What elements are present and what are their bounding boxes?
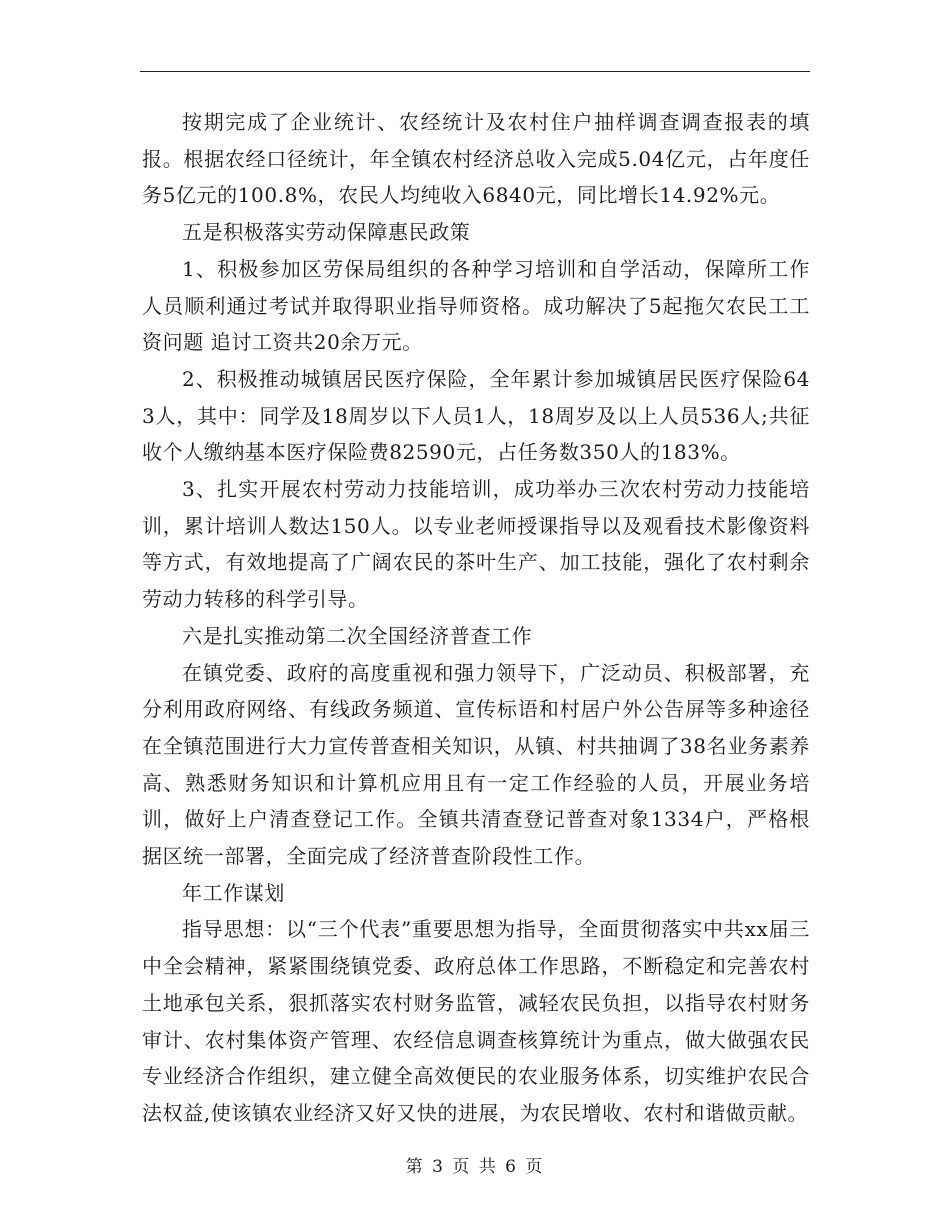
document-body [142, 104, 810, 1132]
paragraph-statistics: 按期完成了企业统计、农经统计及农村住户抽样调查调查报表的填报。根据农经口径统计，年全镇农村经济总收入完成5.04亿元，占年度任务5亿元的100.8%，农民人均纯收入6840元，同比增长14.92%元。 [142, 110, 810, 208]
paragraph-skills-training: 3、扎实开展农村劳动力技能培训，成功举办三次农村劳动力技能培训，累计培训人数达150人。以专业老师授课指导以及观看技术影像资料等方式，有效地提高了广阔农民的茶叶生产、加工技能，强化了农村剩余劳动力转移的科学引导。 [142, 477, 810, 612]
section-heading-economic-census: 六是扎实推动第二次全国经济普查工作 [182, 623, 533, 648]
paragraph-guiding-thought: 指导思想：以“三个代表”重要思想为指导，全面贯彻落实中共xx届三中全会精神，紧紧围绕镇党委、政府总体工作思路，不断稳定和完善农村土地承包关系，狠抓落实农村财务监管，减轻农民负担，以指导农村财务审计、农村集体资产管理、农经信息调查核算统计为重点，做大做强农民专业经济合作组织，建立健全高效便民的农业服务体系，切实维护农民合法权益,使该镇农业经济又好又快的进展，为农民增收、农村和谐做贡献。 [142, 917, 810, 1125]
page-number: 第 3 页 共 6 页 [405, 1157, 545, 1177]
header-rule [140, 71, 810, 72]
paragraph-medical-insurance: 2、积极推动城镇居民医疗保险，全年累计参加城镇居民医疗保险643人，其中：同学及18周岁以下人员1人，18周岁及以上人员536人;共征收个人缴纳基本医疗保险费82590元，占任务数350人的183%。 [142, 366, 810, 465]
section-heading-labor-security: 五是积极落实劳动保障惠民政策 [182, 220, 471, 245]
section-heading-work-plan: 年工作谋划 [182, 880, 285, 905]
paragraph-economic-census: 在镇党委、政府的高度重视和强力领导下，广泛动员、积极部署，充分利用政府网络、有线政务频道、宣传标语和村居户外公告屏等多种途径在全镇范围进行大力宣传普查相关知识，从镇、村共抽调了38名业务素养高、熟悉财务知识和计算机应用且有一定工作经验的人员，开展业务培训，做好上户清查登记工作。全镇共清查登记普查对象1334户，严格根据区统一部署，全面完成了经济普查阶段性工作。 [142, 660, 810, 869]
paragraph-training-wages: 1、积极参加区劳保局组织的各种学习培训和自学活动，保障所工作人员顺利通过考试并取得职业指导师资格。成功解决了5起拖欠农民工工资问题 追讨工资共20余万元。 [142, 256, 810, 355]
page-footer [0, 1152, 950, 1177]
